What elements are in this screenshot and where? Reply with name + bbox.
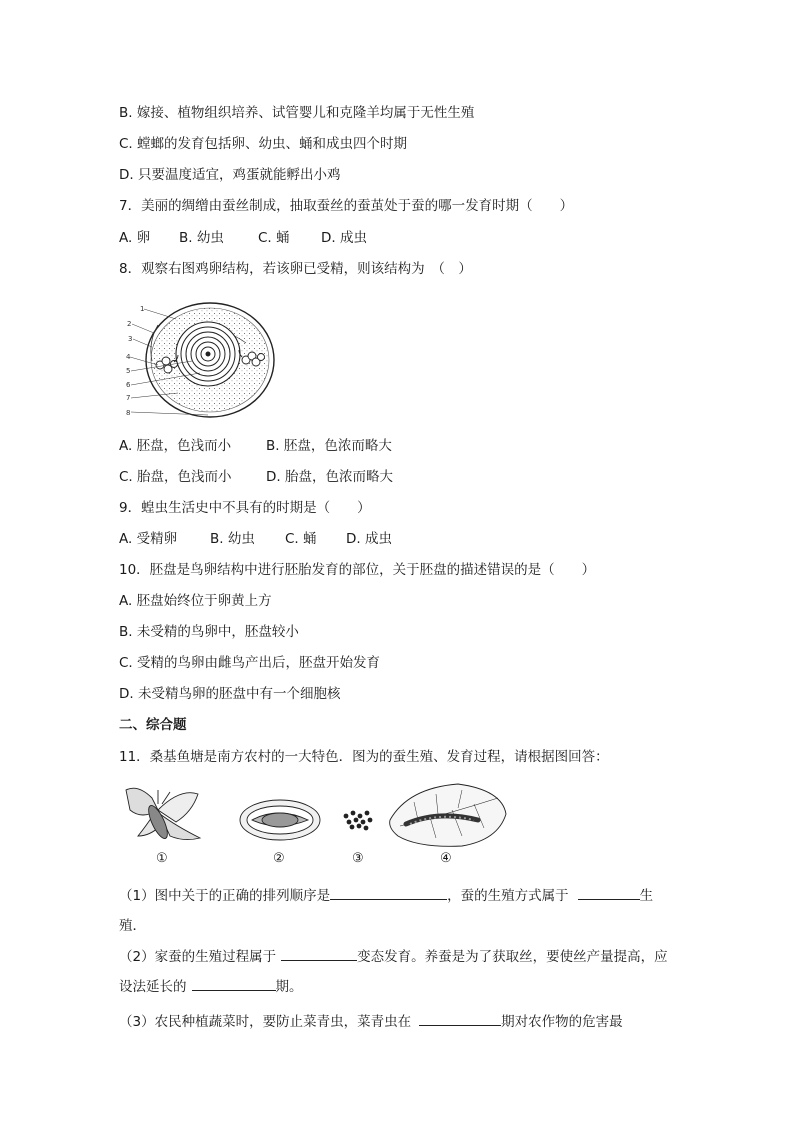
q11-part1-text-c: 生 [639, 888, 654, 904]
q11-part2-line1 [119, 946, 668, 967]
cocoon-image [240, 800, 320, 840]
egg-structure-figure [118, 297, 280, 422]
q11-part3-text-a: （3）农民种植蔬菜时，要防止菜青虫，菜青虫在 [119, 1014, 412, 1030]
q8-stem: 8．观察右图鸡卵结构，若该卵已受精，则该结构为 （ ） [119, 261, 472, 277]
q11-part3-line1 [119, 1011, 623, 1032]
figure-label-1: ① [156, 851, 168, 866]
q8-option-c: C. 胎盘，色浅而小 [119, 469, 232, 485]
q9-options [119, 529, 392, 549]
q11-part1-text-a: （1）图中关于的正确的排列顺序是 [119, 888, 331, 904]
q10-option-b: B. 未受精的鸟卵中，胚盘较小 [119, 624, 299, 640]
answer-blank-reproduction[interactable] [578, 885, 640, 900]
q7-option-d: D. 成虫 [321, 230, 367, 246]
q10-stem: 10．胚盘是鸟卵结构中进行胚胎发育的部位，关于胚盘的描述错误的是（ ） [119, 562, 596, 578]
q10-option-c: C. 受精的鸟卵由雌鸟产出后，胚盘开始发育 [119, 655, 381, 671]
egg-diagram [118, 297, 280, 422]
q10-option-a: A. 胚盘始终位于卵黄上方 [119, 593, 272, 609]
figure-label-4: ④ [440, 851, 452, 866]
q11-part2-text-a: （2）家蚕的生殖过程属于 [119, 949, 277, 965]
q6-option-b: B. 嫁接、植物组织培养、试管婴儿和克隆羊均属于无性生殖 [119, 105, 475, 121]
egg-label-8: 8 [126, 409, 131, 417]
egg-label-7: 7 [126, 394, 131, 402]
q10-option-d: D. 未受精鸟卵的胚盘中有一个细胞核 [119, 686, 341, 702]
q11-part1-text-b: ，蚕的生殖方式属于 [447, 888, 569, 904]
q7-options [119, 228, 367, 248]
q11-part3-text-b: 期对农作物的危害最 [501, 1014, 623, 1030]
answer-blank-order[interactable] [330, 885, 447, 900]
answer-blank-metamorphosis[interactable] [281, 946, 357, 961]
larva-on-leaf-image [390, 784, 506, 846]
q11-part2-text-b: 变态发育。养蚕是为了获取丝，要使丝产量提高，应 [357, 949, 668, 965]
egg-label-2: 2 [127, 320, 132, 328]
q7-option-b: B. 幼虫 [179, 230, 224, 246]
q6-option-d: D. 只要温度适宜，鸡蛋就能孵出小鸡 [119, 167, 341, 183]
adult-moth-image [126, 788, 200, 841]
q11-stem: 11．桑基鱼塘是南方农村的一大特色．图为的蚕生殖、发育过程，请根据图回答： [119, 749, 609, 765]
q8-options-row2 [119, 467, 393, 487]
q11-part1-line2: 殖． [119, 918, 146, 934]
q8-option-b: B. 胚盘，色浓而略大 [266, 438, 392, 454]
q11-part2-text-c: 设法延长的 [119, 979, 187, 995]
answer-blank-stage[interactable] [192, 976, 276, 991]
egg-label-6: 6 [126, 381, 131, 389]
q9-option-b: B. 幼虫 [210, 531, 255, 547]
q11-part2-line2 [119, 976, 303, 997]
eggs-image [344, 811, 373, 831]
figure-label-2: ② [273, 851, 285, 866]
q7-option-c: C. 蛹 [258, 230, 290, 246]
answer-blank-pest-stage[interactable] [419, 1011, 501, 1026]
q9-option-d: D. 成虫 [346, 531, 392, 547]
q9-option-a: A. 受精卵 [119, 531, 178, 547]
q7-stem: 7．美丽的绸缯由蚕丝制成，抽取蚕丝的蚕茧处于蚕的哪一发育时期（ ） [119, 198, 574, 214]
section-heading: 二、综合题 [119, 717, 187, 733]
q9-option-c: C. 蛹 [285, 531, 317, 547]
q8-option-a: A. 胚盘，色浅而小 [119, 438, 232, 454]
germinal-disc [206, 352, 211, 357]
egg-label-5: 5 [126, 367, 131, 375]
q6-option-c: C. 螳螂的发育包括卵、幼虫、蛹和成虫四个时期 [119, 136, 408, 152]
egg-label-3: 3 [128, 335, 133, 343]
figure-label-3: ③ [352, 851, 364, 866]
q8-options-row1 [119, 436, 392, 456]
egg-label-4: 4 [126, 353, 131, 361]
q8-option-d: D. 胎盘，色浓而略大 [266, 469, 393, 485]
q9-stem: 9．蝗虫生活史中不具有的时期是（ ） [119, 500, 371, 516]
q11-part2-text-d: 期。 [275, 979, 303, 995]
egg-label-1: 1 [140, 305, 145, 313]
silkworm-lifecycle-figure [118, 780, 510, 870]
q7-option-a: A. 卵 [119, 230, 151, 246]
q11-part1-line1 [119, 885, 653, 906]
